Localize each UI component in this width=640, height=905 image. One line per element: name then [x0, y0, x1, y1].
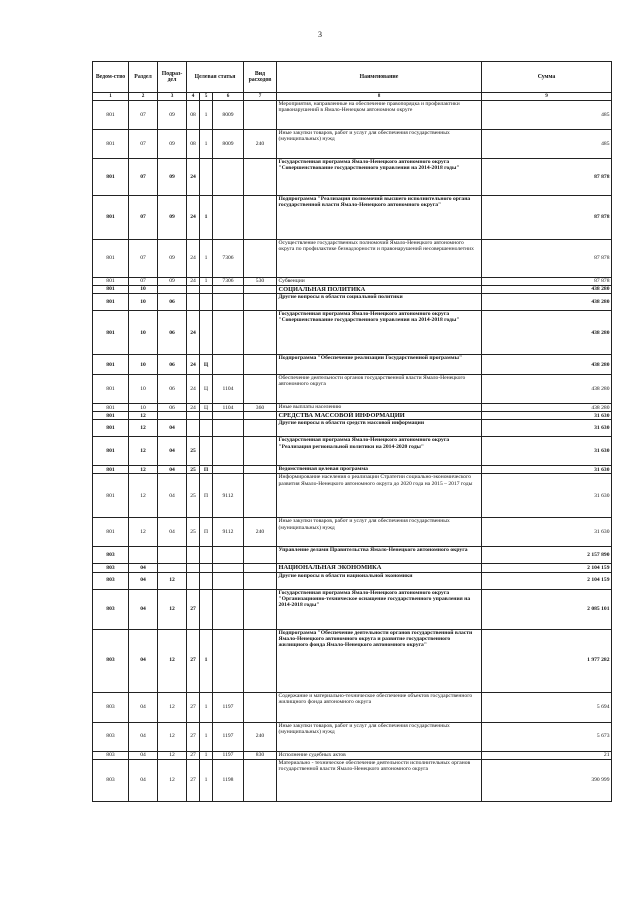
- direction-code: 1197: [213, 751, 244, 759]
- subsection-code: 12: [158, 751, 187, 759]
- expense-type-code: 240: [244, 722, 277, 751]
- item-amount: 87 878: [482, 278, 612, 286]
- expense-type-code: [244, 240, 277, 278]
- expense-type-code: [244, 355, 277, 375]
- expense-type-code: [244, 759, 277, 801]
- subsection-code: 09: [158, 196, 187, 240]
- subprogram-code: 1: [200, 759, 213, 801]
- table-row: [93, 722, 612, 751]
- subprogram-code: [200, 547, 213, 564]
- subsection-code: [158, 286, 187, 294]
- item-amount: 31 630: [482, 466, 612, 474]
- item-name: Подпрограмма "Обеспечение деятельности органов государственной власти Ямало-Ненецкого автономного округа и развитие государственного жилищного фонда Ямало-Ненецкого автономного округа": [277, 629, 482, 692]
- department-code: 801: [93, 196, 129, 240]
- direction-code: [213, 589, 244, 629]
- column-number: 2: [129, 93, 158, 101]
- direction-code: 1104: [213, 375, 244, 404]
- item-name: Материально - техническое обеспечение деятельности исполнительных органов государственной власти Ямало-Ненецкого автономного округа: [277, 759, 482, 801]
- expense-type-code: [244, 196, 277, 240]
- column-number: 1: [93, 93, 129, 101]
- subprogram-code: [200, 437, 213, 466]
- table-row: [93, 466, 612, 474]
- item-amount: 21: [482, 751, 612, 759]
- column-number: 3: [158, 93, 187, 101]
- expense-type-code: [244, 474, 277, 518]
- section-code: 10: [129, 286, 158, 294]
- item-amount: 485: [482, 130, 612, 159]
- item-name: Иные закупки товаров, работ и услуг для обеспечения государственных (муниципальных) нужд: [277, 722, 482, 751]
- subsection-code: 09: [158, 240, 187, 278]
- item-amount: 31 630: [482, 474, 612, 518]
- item-name: Ведомственная целевая программа: [277, 466, 482, 474]
- section-code: 10: [129, 375, 158, 404]
- expense-type-code: [244, 286, 277, 294]
- item-amount: 31 630: [482, 412, 612, 420]
- subsection-code: 12: [158, 759, 187, 801]
- table-row: [93, 751, 612, 759]
- program-code: [187, 294, 200, 311]
- item-amount: 390 999: [482, 759, 612, 801]
- subsection-code: 04: [158, 437, 187, 466]
- direction-code: 1197: [213, 722, 244, 751]
- subprogram-code: П: [200, 466, 213, 474]
- table-row: [93, 759, 612, 801]
- item-amount: 5 673: [482, 722, 612, 751]
- item-amount: 5 694: [482, 692, 612, 722]
- department-code: 801: [93, 286, 129, 294]
- subprogram-code: Ц: [200, 355, 213, 375]
- table-row: [93, 572, 612, 589]
- section-code: 12: [129, 474, 158, 518]
- direction-code: [213, 311, 244, 355]
- item-name: Государственная программа Ямало-Ненецкого автономного округа "Совершенствование государственного управления на 2014-2018 годы": [277, 159, 482, 196]
- table-row: [93, 311, 612, 355]
- subsection-code: 04: [158, 518, 187, 547]
- expense-type-code: [244, 466, 277, 474]
- department-code: 801: [93, 159, 129, 196]
- department-code: 801: [93, 518, 129, 547]
- department-code: 803: [93, 692, 129, 722]
- department-code: 801: [93, 420, 129, 437]
- subprogram-code: [200, 294, 213, 311]
- section-code: 12: [129, 518, 158, 547]
- item-amount: 87 878: [482, 240, 612, 278]
- subsection-code: 09: [158, 159, 187, 196]
- item-name: Другие вопросы в области социальной политики: [277, 294, 482, 311]
- department-code: 801: [93, 404, 129, 412]
- direction-code: [213, 564, 244, 572]
- direction-code: [213, 159, 244, 196]
- table-row: [93, 159, 612, 196]
- subsection-code: 09: [158, 278, 187, 286]
- subsection-code: 09: [158, 130, 187, 159]
- table-row: [93, 375, 612, 404]
- subprogram-code: [200, 589, 213, 629]
- item-name: СРЕДСТВА МАССОВОЙ ИНФОРМАЦИИ: [277, 412, 482, 420]
- section-code: 10: [129, 294, 158, 311]
- item-amount: 485: [482, 101, 612, 130]
- section-code: 07: [129, 278, 158, 286]
- department-code: 801: [93, 466, 129, 474]
- expense-type-code: [244, 159, 277, 196]
- subprogram-code: [200, 311, 213, 355]
- program-code: 24: [187, 311, 200, 355]
- direction-code: 7306: [213, 240, 244, 278]
- subprogram-code: 1: [200, 130, 213, 159]
- program-code: 24: [187, 355, 200, 375]
- direction-code: [213, 572, 244, 589]
- department-code: 803: [93, 759, 129, 801]
- subsection-code: 06: [158, 375, 187, 404]
- item-amount: 438 280: [482, 355, 612, 375]
- column-number: 9: [482, 93, 612, 101]
- item-name: Другие вопросы в области средств массовой информации: [277, 420, 482, 437]
- department-code: 801: [93, 474, 129, 518]
- item-name: Государственная программа Ямало-Ненецкого автономного округа "Организационно-техническое оснащение государственного управления на 2014-2018 годы": [277, 589, 482, 629]
- program-code: 24: [187, 240, 200, 278]
- header-row: [93, 62, 612, 93]
- item-name: Субвенции: [277, 278, 482, 286]
- item-amount: 2 104 159: [482, 564, 612, 572]
- section-code: 10: [129, 311, 158, 355]
- subprogram-code: Ц: [200, 404, 213, 412]
- department-code: 801: [93, 130, 129, 159]
- subsection-code: 04: [158, 474, 187, 518]
- program-code: 25: [187, 466, 200, 474]
- direction-code: [213, 294, 244, 311]
- expense-type-code: [244, 420, 277, 437]
- expense-type-code: [244, 547, 277, 564]
- department-code: 803: [93, 751, 129, 759]
- program-code: [187, 286, 200, 294]
- expense-type-code: [244, 437, 277, 466]
- subsection-code: 12: [158, 629, 187, 692]
- item-amount: 438 280: [482, 375, 612, 404]
- subprogram-code: П: [200, 518, 213, 547]
- item-name: Государственная программа Ямало-Ненецкого автономного округа "Реализация региональной политики на 2014-2020 годы": [277, 437, 482, 466]
- section-code: 12: [129, 466, 158, 474]
- section-code: [129, 547, 158, 564]
- section-code: 07: [129, 159, 158, 196]
- section-code: 12: [129, 437, 158, 466]
- program-code: 25: [187, 474, 200, 518]
- program-code: 08: [187, 101, 200, 130]
- item-amount: 438 280: [482, 404, 612, 412]
- subprogram-code: 1: [200, 722, 213, 751]
- item-amount: 2 104 159: [482, 572, 612, 589]
- program-code: 24: [187, 196, 200, 240]
- item-name: Исполнение судебных актов: [277, 751, 482, 759]
- item-amount: 87 878: [482, 196, 612, 240]
- section-code: 04: [129, 692, 158, 722]
- section-code: 07: [129, 196, 158, 240]
- section-code: 07: [129, 240, 158, 278]
- direction-code: 9112: [213, 474, 244, 518]
- table-row: [93, 474, 612, 518]
- table-row: [93, 692, 612, 722]
- expense-type-code: [244, 564, 277, 572]
- item-name: Осуществление государственных полномочий Ямало-Ненецкого автономного округа по профилактике безнадзорности и правонарушений несовершеннолетних: [277, 240, 482, 278]
- table-row: [93, 278, 612, 286]
- section-code: 04: [129, 589, 158, 629]
- direction-code: [213, 437, 244, 466]
- page-number: 3: [318, 30, 322, 39]
- item-amount: 2 157 890: [482, 547, 612, 564]
- table-row: [93, 196, 612, 240]
- department-code: 801: [93, 355, 129, 375]
- item-name: НАЦИОНАЛЬНАЯ ЭКОНОМИКА: [277, 564, 482, 572]
- subprogram-code: [200, 412, 213, 420]
- expense-type-code: 830: [244, 751, 277, 759]
- program-code: 08: [187, 130, 200, 159]
- subprogram-code: [200, 420, 213, 437]
- subprogram-code: П: [200, 474, 213, 518]
- subsection-code: 12: [158, 722, 187, 751]
- section-code: 10: [129, 355, 158, 375]
- direction-code: 8009: [213, 101, 244, 130]
- program-code: [187, 564, 200, 572]
- column-number: 8: [277, 93, 482, 101]
- item-name: Подпрограмма "Обеспечение реализации Государственной программы": [277, 355, 482, 375]
- section-code: 04: [129, 572, 158, 589]
- table-row: [93, 294, 612, 311]
- program-code: [187, 420, 200, 437]
- subprogram-code: Ц: [200, 375, 213, 404]
- item-amount: 438 280: [482, 286, 612, 294]
- table-row: [93, 130, 612, 159]
- header-department: Ведом-ство: [93, 62, 129, 93]
- expense-type-code: [244, 294, 277, 311]
- item-name: Подпрограмма "Реализация полномочий высшего исполнительного органа государственной власти Ямало-Ненецкого автономного округа": [277, 196, 482, 240]
- item-amount: 31 630: [482, 420, 612, 437]
- subprogram-code: 1: [200, 240, 213, 278]
- direction-code: [213, 420, 244, 437]
- expense-type-code: 530: [244, 278, 277, 286]
- subsection-code: 04: [158, 420, 187, 437]
- table-row: [93, 589, 612, 629]
- section-code: 10: [129, 404, 158, 412]
- expense-type-code: [244, 572, 277, 589]
- program-code: 27: [187, 589, 200, 629]
- department-code: 801: [93, 375, 129, 404]
- direction-code: [213, 286, 244, 294]
- column-number: 6: [213, 93, 244, 101]
- program-code: 24: [187, 278, 200, 286]
- expense-type-code: 240: [244, 130, 277, 159]
- section-code: 04: [129, 629, 158, 692]
- item-name: Содержание и материально-техническое обеспечение объектов государственного жилищного фонда автономного округа: [277, 692, 482, 722]
- item-name: СОЦИАЛЬНАЯ ПОЛИТИКА: [277, 286, 482, 294]
- subsection-code: 12: [158, 589, 187, 629]
- program-code: [187, 547, 200, 564]
- subsection-code: 06: [158, 311, 187, 355]
- subsection-code: 06: [158, 404, 187, 412]
- department-code: 801: [93, 294, 129, 311]
- table-row: [93, 420, 612, 437]
- item-amount: 438 280: [482, 294, 612, 311]
- direction-code: 7306: [213, 278, 244, 286]
- expense-type-code: [244, 412, 277, 420]
- table-row: [93, 437, 612, 466]
- direction-code: 1104: [213, 404, 244, 412]
- item-amount: 1 977 282: [482, 629, 612, 692]
- table-row: [93, 518, 612, 547]
- section-code: 04: [129, 564, 158, 572]
- expense-type-code: 360: [244, 404, 277, 412]
- section-code: 12: [129, 420, 158, 437]
- program-code: 24: [187, 375, 200, 404]
- expense-type-code: [244, 692, 277, 722]
- department-code: 801: [93, 311, 129, 355]
- expense-type-code: [244, 589, 277, 629]
- subprogram-code: 1: [200, 278, 213, 286]
- table-row: [93, 286, 612, 294]
- budget-table: [92, 61, 612, 802]
- table-row: [93, 547, 612, 564]
- program-code: 27: [187, 629, 200, 692]
- subprogram-code: 1: [200, 692, 213, 722]
- column-number: 4: [187, 93, 200, 101]
- subprogram-code: [200, 572, 213, 589]
- program-code: 27: [187, 751, 200, 759]
- expense-type-code: [244, 311, 277, 355]
- column-number-row: [93, 93, 612, 101]
- program-code: 25: [187, 518, 200, 547]
- program-code: 24: [187, 159, 200, 196]
- subsection-code: 06: [158, 355, 187, 375]
- department-code: 803: [93, 572, 129, 589]
- department-code: 803: [93, 629, 129, 692]
- table-row: [93, 564, 612, 572]
- item-name: Информирование населения о реализации Стратегии социально-экономического развития Ямало-Ненецкого автономного округа до 2020 года на 2015 – 2017 годы: [277, 474, 482, 518]
- program-code: [187, 412, 200, 420]
- item-name: Иные закупки товаров, работ и услуг для обеспечения государственных (муниципальных) нужд: [277, 518, 482, 547]
- item-name: Государственная программа Ямало-Ненецкого автономного округа "Совершенствование государственного управления на 2014-2018 годы": [277, 311, 482, 355]
- column-number: 5: [200, 93, 213, 101]
- subsection-code: 04: [158, 466, 187, 474]
- subprogram-code: 1: [200, 196, 213, 240]
- subsection-code: [158, 412, 187, 420]
- direction-code: [213, 547, 244, 564]
- item-name: Другие вопросы в области национальной экономики: [277, 572, 482, 589]
- department-code: 801: [93, 240, 129, 278]
- subsection-code: 09: [158, 101, 187, 130]
- subprogram-code: [200, 286, 213, 294]
- subsection-code: 12: [158, 692, 187, 722]
- header-amount: Сумма: [482, 62, 612, 93]
- item-name: Обеспечение деятельности органов государственной власти Ямало-Ненецкого автономного округа: [277, 375, 482, 404]
- item-name: Иные выплаты населению: [277, 404, 482, 412]
- item-amount: 31 630: [482, 518, 612, 547]
- subsection-code: [158, 564, 187, 572]
- subprogram-code: 1: [200, 629, 213, 692]
- department-code: 801: [93, 101, 129, 130]
- program-code: 27: [187, 722, 200, 751]
- direction-code: [213, 412, 244, 420]
- table-row: [93, 412, 612, 420]
- table-row: [93, 101, 612, 130]
- item-name: Мероприятия, направленные на обеспечение правопорядка и профилактики правонарушений в Ямало-Ненецком автономном округе: [277, 101, 482, 130]
- program-code: 25: [187, 437, 200, 466]
- program-code: 27: [187, 759, 200, 801]
- department-code: 803: [93, 722, 129, 751]
- department-code: 801: [93, 278, 129, 286]
- department-code: 803: [93, 589, 129, 629]
- direction-code: 9112: [213, 518, 244, 547]
- item-amount: 87 878: [482, 159, 612, 196]
- direction-code: [213, 355, 244, 375]
- header-section: Раздел: [129, 62, 158, 93]
- table-row: [93, 240, 612, 278]
- header-target-article: Целевая статья: [187, 62, 244, 93]
- subsection-code: 12: [158, 572, 187, 589]
- direction-code: [213, 196, 244, 240]
- program-code: [187, 572, 200, 589]
- table-row: [93, 404, 612, 412]
- expense-type-code: [244, 375, 277, 404]
- table-body: [93, 101, 612, 802]
- expense-type-code: [244, 101, 277, 130]
- section-code: 07: [129, 101, 158, 130]
- subsection-code: [158, 547, 187, 564]
- item-name: Управление делами Правительства Ямало-Ненецкого автономного округа: [277, 547, 482, 564]
- direction-code: [213, 629, 244, 692]
- direction-code: 8009: [213, 130, 244, 159]
- department-code: 801: [93, 412, 129, 420]
- section-code: 07: [129, 130, 158, 159]
- section-code: 04: [129, 722, 158, 751]
- program-code: 24: [187, 404, 200, 412]
- section-code: 04: [129, 759, 158, 801]
- header-expense-type: Вид расходов: [244, 62, 277, 93]
- column-number: 7: [244, 93, 277, 101]
- item-name: Иные закупки товаров, работ и услуг для обеспечения государственных (муниципальных) нужд: [277, 130, 482, 159]
- program-code: 27: [187, 692, 200, 722]
- direction-code: 1198: [213, 759, 244, 801]
- table-row: [93, 629, 612, 692]
- item-amount: 438 280: [482, 311, 612, 355]
- subprogram-code: [200, 159, 213, 196]
- subsection-code: 06: [158, 294, 187, 311]
- subprogram-code: [200, 564, 213, 572]
- direction-code: 1197: [213, 692, 244, 722]
- section-code: 04: [129, 751, 158, 759]
- expense-type-code: 240: [244, 518, 277, 547]
- item-amount: 31 630: [482, 437, 612, 466]
- header-name: Наименование: [277, 62, 482, 93]
- department-code: 801: [93, 437, 129, 466]
- department-code: 803: [93, 547, 129, 564]
- item-amount: 2 085 101: [482, 589, 612, 629]
- expense-type-code: [244, 629, 277, 692]
- header-subsection: Подраз-дел: [158, 62, 187, 93]
- section-code: 12: [129, 412, 158, 420]
- table-row: [93, 355, 612, 375]
- subprogram-code: 1: [200, 751, 213, 759]
- subprogram-code: 1: [200, 101, 213, 130]
- direction-code: [213, 466, 244, 474]
- department-code: 803: [93, 564, 129, 572]
